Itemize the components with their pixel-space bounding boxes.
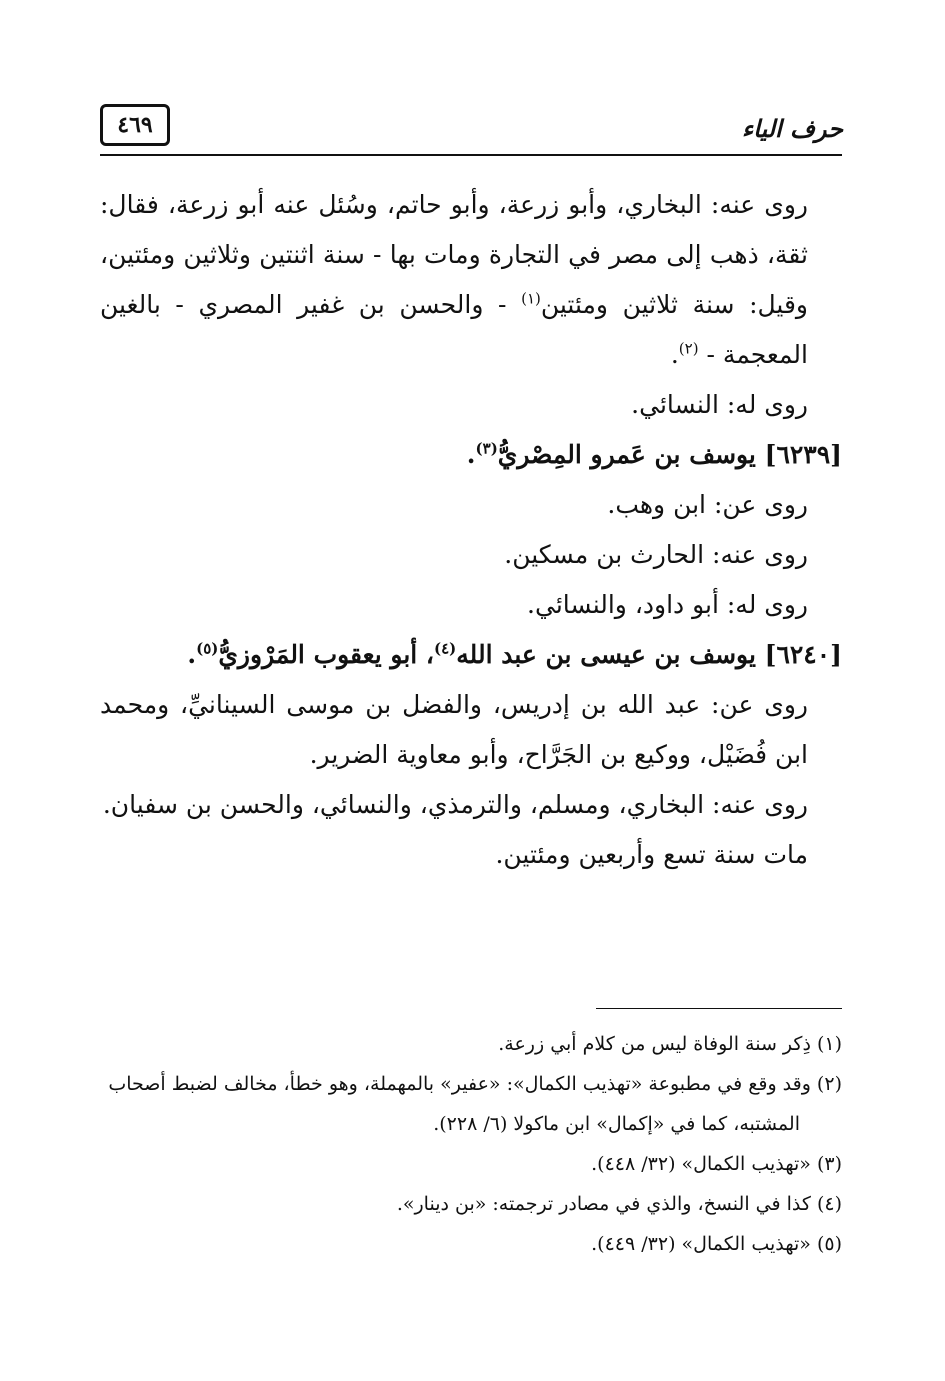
paragraph-narrators-of-previous-entry [100, 180, 842, 380]
footnote-4: (٤) كذا في النسخ، والذي في مصادر ترجمته: «بن دينار». [396, 1193, 842, 1215]
paragraph-narrators: روى عنه: البخاري، ومسلم، والترمذي، والنسائي، والحسن بن سفيان. [102, 790, 808, 819]
main-text [100, 180, 842, 880]
footnote-marker-5[interactable]: (٥) [196, 639, 219, 658]
entry-title: [٦٢٣٩] يوسف بن عَمرو المِصْريُّ [497, 440, 842, 469]
paragraph-narrated-by: روى له: النسائي. [631, 390, 808, 419]
paragraph-death-year: مات سنة تسع وأربعين ومئتين. [495, 840, 808, 869]
paragraph-text: روى عنه: البخاري، وأبو زرعة، وأبو حاتم، وسُئل عنه أبو زرعة، فقال: ثقة، ذهب إلى مصر في التجارة ومات بها - سنة اثنتين وثلاثين ومئتين، وقيل: سنة ثلاثين ومئتين [100, 190, 808, 319]
entry-heading-6240 [100, 630, 842, 680]
footnote-marker-3[interactable]: (٣) [475, 439, 498, 458]
paragraph-narrated-by: روى له: أبو داود، والنسائي. [527, 590, 808, 619]
footnote-marker-4[interactable]: (٤) [434, 639, 457, 658]
page-number [100, 104, 170, 146]
paragraph-text: - والحسن بن غفير المصري - بالغين المعجمة - [100, 290, 808, 369]
footnote-1: (١) ذِكر سنة الوفاة ليس من كلام أبي زرعة. [498, 1033, 842, 1055]
paragraph-narrators: روى عنه: الحارث بن مسكين. [504, 540, 808, 569]
header-divider [100, 154, 842, 156]
entry-title-kunya: ، أبو يعقوب المَرْوزيُّ [218, 640, 434, 669]
footnote-2: (٢) وقد وقع في مطبوعة «تهذيب الكمال»: «عفير» بالمهملة، وهو خطأ، مخالف لضبط أصحاب [108, 1073, 842, 1095]
paragraph-narrated-from: روى عن: ابن وهب. [607, 490, 808, 519]
entry-title-end: . [466, 440, 476, 469]
footnote-2-continuation: المشتبه، كما في «إكمال» ابن ماكولا (٦/ ٢٢٨). [433, 1113, 800, 1135]
running-title: حرف الياء [741, 114, 843, 143]
page-number-text: ٤٦٩ [117, 112, 153, 138]
footnote-marker-1[interactable]: (١) [521, 289, 541, 308]
footnote-5: (٥) «تهذيب الكمال» (٣٢/ ٤٤٩). [591, 1233, 842, 1255]
footnote-marker-2[interactable]: (٢) [678, 339, 699, 358]
paragraph-text: . [670, 340, 679, 369]
entry-title: [٦٢٤٠] يوسف بن عيسى بن عبد الله [456, 640, 842, 669]
entry-heading-6239 [100, 430, 842, 480]
page-header [0, 0, 945, 160]
footnote-divider [596, 1008, 842, 1009]
paragraph-narrated-from: روى عن: عبد الله بن إدريس، والفضل بن موسى السينانيِّ، ومحمد ابن فُضَيْل، ووكيع بن الجَرَّاح، وأبو معاوية الضرير. [100, 690, 808, 769]
entry-title-end: . [187, 640, 197, 669]
footnote-3: (٣) «تهذيب الكمال» (٣٢/ ٤٤٨). [591, 1153, 842, 1175]
footnotes [100, 1024, 842, 1264]
